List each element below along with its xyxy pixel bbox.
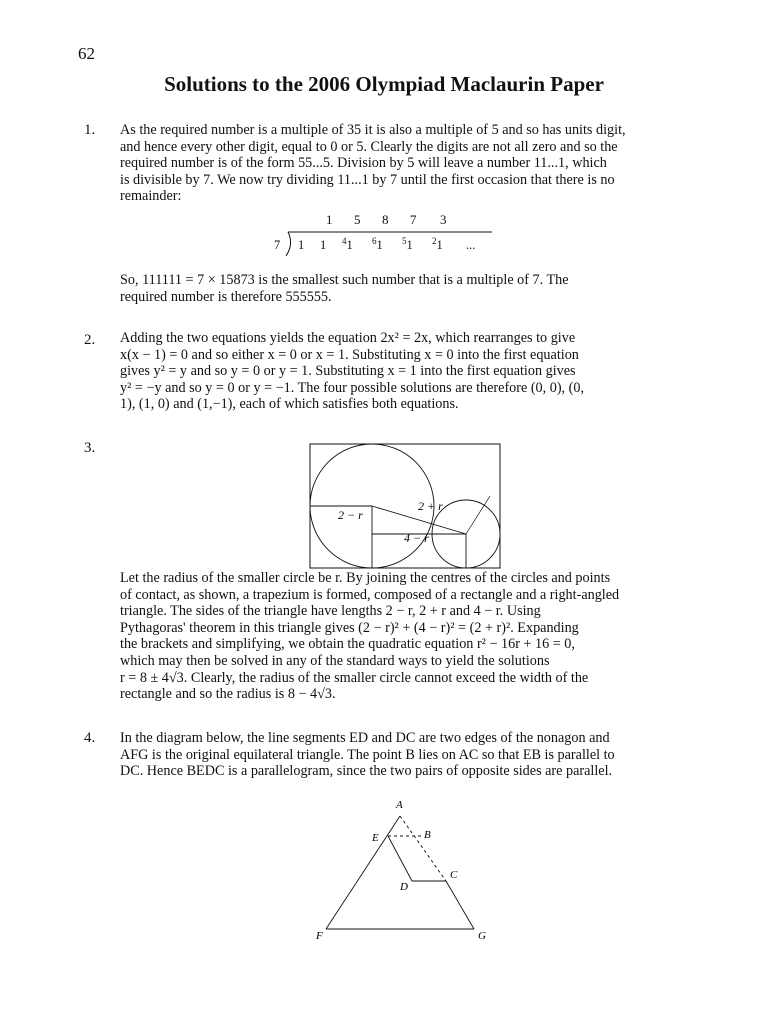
small-radius (466, 496, 490, 534)
quotient-digit: 1 (326, 212, 333, 227)
label-g: G (478, 930, 486, 942)
label-d: D (400, 881, 408, 893)
label-f: F (316, 930, 323, 942)
q4-line: DC. Hence BEDC is a parallelogram, since the two pairs of opposite sides are parallel. (120, 763, 613, 780)
label-2-minus-r: 2 − r (338, 508, 363, 522)
q3-line: Let the radius of the smaller circle be r. By joining the centres of the circles and points (120, 570, 611, 586)
dividend-digit: 1 (320, 238, 327, 252)
side-gc (446, 881, 474, 929)
q1-conclusion (120, 272, 680, 305)
q1-conclusion-line: So, 111111 = 7 × 15873 is the smallest such number that is a multiple of 7. The (120, 272, 569, 288)
q4-line: In the diagram below, the line segments ED and DC are two edges of the nonagon and (120, 730, 610, 746)
q3-line: of contact, as shown, a trapezium is formed, composed of a rectangle and a right-angled (120, 586, 620, 603)
dividend-digit: $^5$1 (402, 235, 413, 252)
q1-conclusion-line: required number is therefore 555555. (120, 288, 332, 305)
q1-number: 1. (84, 122, 96, 138)
label-b: B (424, 829, 431, 841)
q1-line: remainder: (120, 188, 182, 205)
label-4-minus-r: 4 − r (404, 531, 429, 545)
label-2-plus-r: 2 + r (418, 499, 443, 513)
dividend-digit: $^6$1 (372, 235, 383, 252)
q3-line: r = 8 ± 4√3. Clearly, the radius of the smaller circle cannot exceed the width of the (120, 669, 589, 686)
q1-line: required number is of the form 55...5. Division by 5 will leave a number 11...1, which (120, 155, 607, 172)
q3-line: which may then be solved in any of the standard ways to yield the solutions (120, 652, 550, 669)
dividend-digit: $^2$1 (432, 235, 443, 252)
dividend-digit: $^4$1 (342, 235, 353, 252)
quotient-digit: 3 (440, 212, 447, 227)
q4-line: AFG is the original equilateral triangle. The point B lies on AC so that EB is parallel to (120, 746, 615, 763)
quotient-digit: 5 (354, 212, 361, 227)
q3-line: the brackets and simplifying, we obtain the quadratic equation r² − 16r + 16 = 0, (120, 636, 575, 653)
side-af (326, 816, 400, 929)
q1-line: and hence every other digit, equal to 0 or 5. Clearly the digits are not all zero and so the (120, 138, 618, 155)
q1-line: is divisible by 7. We now try dividing 11...1 by 7 until the first occasion that there is no (120, 171, 615, 188)
q2-number: 2. (84, 332, 96, 348)
page-number: 62 (78, 44, 95, 63)
q3-number: 3. (84, 440, 96, 456)
q3-line: rectangle and so the radius is 8 − 4√3. (120, 686, 336, 703)
quotient-digit: 8 (382, 212, 389, 227)
q1-text (120, 122, 680, 205)
division-ellipsis: ... (466, 238, 476, 252)
q3-line: Pythagoras' theorem in this triangle gives (2 − r)² + (4 − r)² = (2 + r)². Expanding (120, 619, 579, 636)
label-e: E (372, 832, 379, 844)
segment-ed (388, 836, 412, 881)
q4-number: 4. (84, 730, 96, 746)
divisor: 7 (274, 238, 281, 252)
q2-line: y² = −y and so y = 0 or y = −1. The four possible solutions are therefore (0, 0), (0, (120, 379, 585, 396)
q2-line: 1), (1, 0) and (1,−1), each of which satisfies both equations. (120, 396, 459, 413)
dividend-digit: 1 (298, 238, 305, 252)
quotient-digit: 7 (410, 212, 417, 227)
q3-line: triangle. The sides of the triangle have lengths 2 − r, 2 + r and 4 − r. Using (120, 603, 541, 620)
q3-text (120, 570, 680, 703)
q4-diagram (300, 792, 500, 952)
q2-line: Adding the two equations yields the equation 2x² = 2x, which rearranges to give (120, 330, 576, 346)
page-title: Solutions to the 2006 Olympiad Maclaurin Paper (164, 72, 604, 96)
label-c: C (450, 869, 458, 881)
q2-line: gives y² = y and so y = 0 or y = 1. Substituting x = 1 into the first equation gives (120, 363, 576, 380)
label-a: A (396, 799, 403, 811)
long-division (270, 208, 500, 258)
q4-text (120, 730, 680, 780)
q3-diagram (300, 438, 510, 573)
q2-line: x(x − 1) = 0 and so either x = 0 or x = 1. Substituting x = 0 into the first equation (120, 346, 579, 363)
q2-text (120, 330, 680, 413)
q1-line: As the required number is a multiple of 35 it is also a multiple of 5 and so has units digit, (120, 122, 626, 138)
